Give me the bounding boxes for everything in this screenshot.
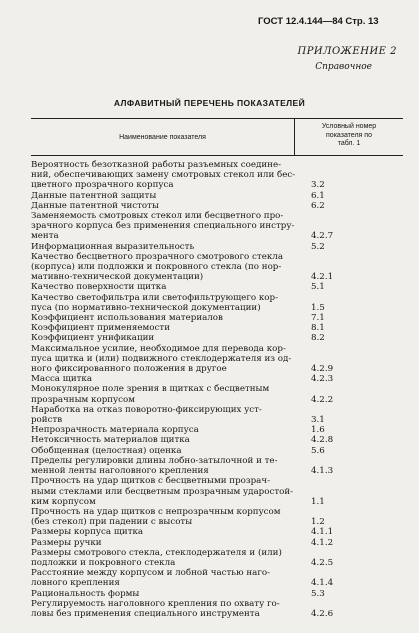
table-row [31,476,403,507]
indicator-code-cell [298,538,403,548]
table-row [31,201,403,211]
indicator-name-line: ким корпусом [31,496,96,507]
indicator-name-line: Пределы регулировки длины лобно-затылочной и те- [31,455,278,466]
indicator-name-line: Прочность на удар щитков с бесцветными прозрач- [31,476,271,487]
page-title: АЛФАВИТНЫЙ ПЕРЕЧЕНЬ ПОКАЗАТЕЛЕЙ [113,98,306,108]
indicator-name-line: Коэффициент использования материалов [31,313,223,324]
indicator-code-cell [298,405,403,425]
indicator-name [31,252,298,283]
indicator-code: 1.1 [311,496,325,507]
indicator-name [31,548,298,568]
indicator-code: 1.2 [311,517,325,528]
indicator-name [31,333,298,343]
indicator-code: 4.2.3 [311,374,334,385]
indicator-code: 6.2 [311,200,325,211]
indicator-name-line: менной ленты наголовного крепления [31,466,209,477]
indicator-code-cell [298,160,403,191]
indicator-name-line: Размеры смотрового стекла, стеклодержателя и (или) [31,547,282,558]
indicator-code-cell [298,476,403,507]
table-row [31,507,403,527]
indicator-name-line: зрачного корпуса без применения специального инстру- [31,221,295,232]
indicator-name-line: Рациональность формы [31,588,140,599]
indicator-code: 4.2.6 [311,608,334,619]
table-row [31,405,403,425]
indicator-name [31,476,298,507]
indicator-code: 3.2 [311,180,325,191]
indicator-name [31,435,298,445]
table-row [31,446,403,456]
indicator-code-cell [298,333,403,343]
table-row [31,242,403,252]
indicator-name [31,282,298,292]
indicator-name [31,211,298,242]
indicator-code-cell [298,527,403,537]
table-row [31,323,403,333]
indicator-name-line: Расстояние между корпусом и лобной частью наго- [31,568,271,579]
indicator-code: 4.2.2 [311,394,334,405]
indicator-name-line: Масса щитка [31,374,93,385]
indicator-code-cell [298,568,403,588]
table-row [31,282,403,292]
indicator-code-cell [298,191,403,201]
indicator-code-cell [298,242,403,252]
indicator-name-line: Заменяемость смотровых стекол или бесцветного про- [31,211,284,222]
indicator-code: 5.6 [311,445,325,456]
indicator-code: 4.1.1 [311,527,334,538]
indicator-code-cell [298,425,403,435]
indicator-code: 1.6 [311,425,325,436]
indicator-name-line: Коэффициент применяемости [31,323,170,334]
indicator-code: 5.2 [311,241,325,252]
indicator-code: 4.1.4 [311,578,334,589]
indicator-name-line: Нетоксичность материалов щитка [31,435,190,446]
indicator-name-line: Размеры ручки [31,537,102,548]
table-row [31,374,403,384]
indicator-name-line: (корпуса) или подложки и покровного стекла (по нор- [31,262,282,273]
indicator-code: 3.1 [311,415,325,426]
indicator-code-cell [298,599,403,619]
indicator-code-cell [298,282,403,292]
indicator-code: 8.1 [311,323,325,334]
indicator-name [31,313,298,323]
indicator-name-line: подложки и покровного стекла [31,557,176,568]
indicator-name-line: Монокулярное поле зрения в щитках с бесцветным [31,384,270,395]
indicator-name [31,589,298,599]
table-row [31,191,403,201]
indicator-name-line: пуса щитка и (или) подвижного стеклодержателя из од- [31,353,292,364]
indicator-name-line: Размеры корпуса щитка [31,527,144,538]
indicator-code: 4.2.5 [311,557,334,568]
indicator-code: 6.1 [311,190,325,201]
appendix-subtitle: Справочное [315,62,372,72]
column-header-name: Наименование показателя [31,119,295,155]
table-row [31,160,403,191]
indicator-name-line: Данные патентной чистоты [31,200,159,211]
indicator-code-cell [298,384,403,404]
indicator-code-cell [298,507,403,527]
indicator-name-line: Непрозрачность материала корпуса [31,425,199,436]
table-row [31,589,403,599]
indicator-name [31,323,298,333]
indicator-code-cell [298,293,403,313]
table-row [31,538,403,548]
page-header: ГОСТ 12.4.144—84 Стр. 13 [258,16,379,27]
indicator-name [31,242,298,252]
indicator-code: 4.2.1 [311,272,334,283]
indicator-name-line: ными стеклами или бесцветным прозрачным ударостой- [31,486,294,497]
indicator-code-cell [298,589,403,599]
indicator-code-cell [298,374,403,384]
indicator-name-line: Данные патентной защиты [31,190,157,201]
indicator-name [31,507,298,527]
indicator-name-line: Качество поверхности щитка [31,282,167,293]
table-row [31,599,403,619]
indicator-code: 4.1.3 [311,466,334,477]
indicator-name [31,160,298,191]
table-row [31,333,403,343]
indicator-code-cell [298,435,403,445]
indicator-name [31,456,298,476]
table-row [31,384,403,404]
table-row [31,456,403,476]
indicator-name [31,568,298,588]
indicator-code-cell [298,211,403,242]
column-header-code-line: табл. 1 [337,140,361,147]
indicator-name [31,425,298,435]
table-header [31,118,403,156]
indicator-name-line: ловы без применения специального инструмента [31,608,260,619]
indicator-name [31,599,298,619]
indicator-name [31,527,298,537]
indicator-code: 5.3 [311,588,325,599]
indicator-name-line: мента [31,231,59,242]
indicator-name-line: Качество бесцветного прозрачного смотрового стекла [31,251,283,262]
indicator-code-cell [298,323,403,333]
indicator-name [31,374,298,384]
indicator-code-cell [298,252,403,283]
indicator-code: 4.2.9 [311,364,334,375]
indicator-code: 4.2.8 [311,435,334,446]
indicator-name-line: (без стекол) при падении с высоты [31,517,193,528]
indicator-name-line: ного фиксированного положения в другое [31,364,227,375]
indicator-name [31,405,298,425]
table-body [31,160,403,619]
column-header-code [295,123,403,149]
indicator-code: 1.5 [311,302,325,313]
indicator-code-cell [298,548,403,568]
indicator-code-cell [298,313,403,323]
table-row [31,211,403,242]
indicator-name [31,538,298,548]
indicator-code: 7.1 [311,313,325,324]
indicator-code-cell [298,201,403,211]
indicator-name-line: цветного прозрачного корпуса [31,180,174,191]
indicator-name-line: ловного крепления [31,578,120,589]
indicator-code: 8.2 [311,333,325,344]
table-row [31,568,403,588]
indicator-name-line: Регулируемость наголовного крепления по охвату го- [31,598,280,609]
indicator-name-line: Вероятность безотказной работы разъемных соедине- [31,160,282,170]
column-header-code-line: показателя по [326,131,372,139]
indicator-name-line: Обобщенная (целостная) оценка [31,445,182,456]
indicator-name-line: прозрачным корпусом [31,394,136,405]
indicator-name [31,446,298,456]
indicator-name-line: Коэффициент унификации [31,333,155,344]
indicator-code: 4.1.2 [311,537,334,548]
indicator-name-line: ройств [31,415,63,426]
table-row [31,293,403,313]
indicator-code-cell [298,446,403,456]
indicator-name [31,201,298,211]
indicator-name-line: пуса (по нормативно-технической документации) [31,302,261,313]
column-header-code-line: Условный номер [321,123,377,130]
indicator-name-line: Информационная выразительность [31,241,195,252]
indicator-name [31,293,298,313]
indicator-name-line: Наработка на отказ поворотно-фиксирующих уст- [31,404,262,415]
table-row [31,548,403,568]
table-row [31,252,403,283]
indicator-name [31,191,298,201]
table-row [31,435,403,445]
table-row [31,344,403,375]
appendix-title: ПРИЛОЖЕНИЕ 2 [297,46,397,57]
indicator-name-line: Максимальное усилие, необходимое для перевода кор- [31,343,286,354]
indicator-name-line: ний, обеспечивающих замену смотровых стекол или бес- [31,170,296,181]
table-row [31,313,403,323]
indicator-code: 4.2.7 [311,231,334,242]
indicator-name [31,384,298,404]
indicator-name [31,344,298,375]
indicator-name-line: Прочность на удар щитков с непрозрачным корпусом [31,506,281,517]
indicator-name-line: мативно-технической документации) [31,272,204,283]
indicator-code: 5.1 [311,282,325,293]
table-row [31,425,403,435]
indicator-name-line: Качество светофильтра или светофильтрующего кор- [31,292,279,303]
indicator-code-cell [298,456,403,476]
table-row [31,527,403,537]
indicator-code-cell [298,344,403,375]
